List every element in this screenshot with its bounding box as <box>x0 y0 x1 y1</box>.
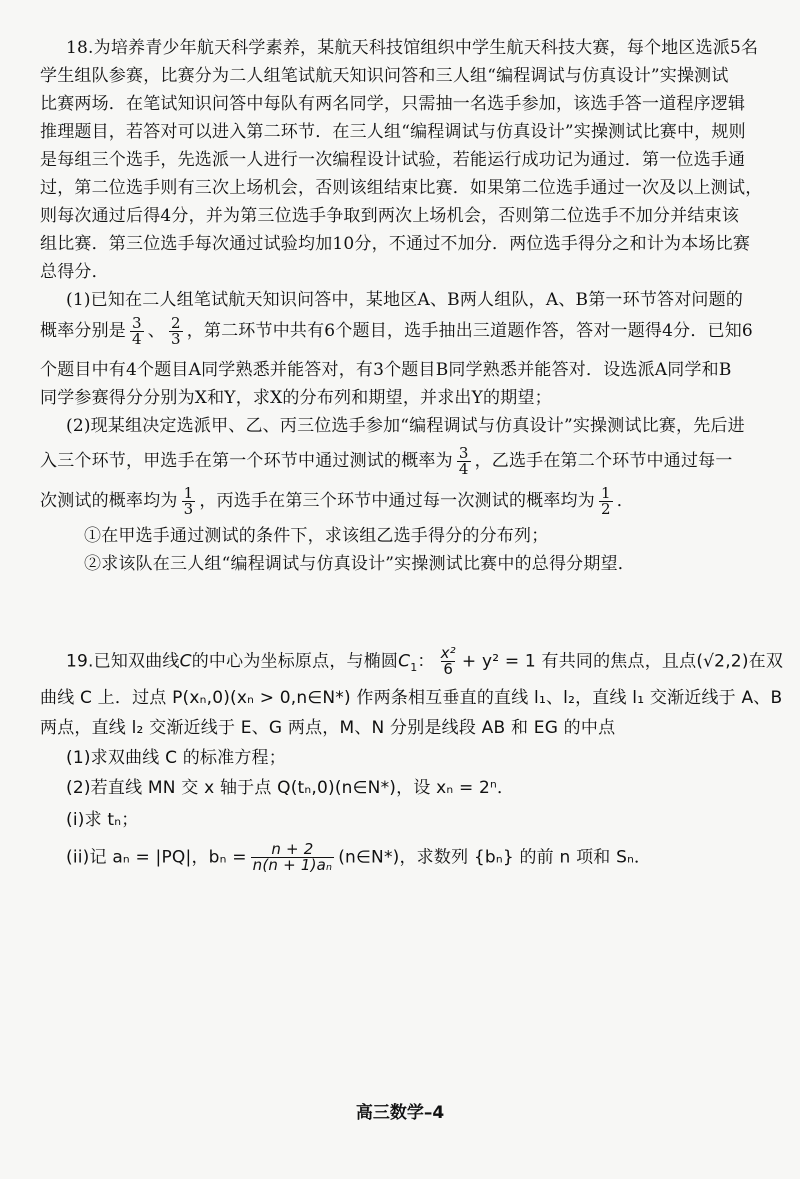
denominator: 4 <box>132 330 142 348</box>
q18-line: 是每组三个选手，先选派一人进行一次编程设计试验，若能运行成功记为通过．第一位选手通 <box>40 150 746 170</box>
denominator: 3 <box>183 500 194 518</box>
q18-line: 过，第二位选手则有三次上场机会，否则该组结束比赛．如果第二位选手通过一次及以上测试， <box>40 178 763 198</box>
numerator: 2 <box>170 314 181 332</box>
q19-part1: (1)求双曲线 C 的标准方程； <box>66 748 286 768</box>
point: (√2,2) <box>696 651 749 672</box>
q18-part2-line: (2)现某组决定选派甲、乙、丙三位选手参加“编程调试与仿真设计”实操测试比赛，先后进 <box>66 416 745 436</box>
text: 、 <box>147 321 165 341</box>
page-footer: 高三数学–4 <box>355 1103 445 1123</box>
denominator: 4 <box>458 460 469 478</box>
text: (ii)记 aₙ = |PQ|，bₙ = <box>66 847 247 868</box>
fraction-bn <box>251 842 335 873</box>
q18-part1-line <box>40 316 770 347</box>
q18-part2-line <box>40 486 770 517</box>
text: ： <box>417 651 435 672</box>
fraction-2-3 <box>169 316 183 347</box>
q18-part2-line <box>40 446 770 477</box>
q18-part1-line: (1)已知在二人组笔试航天知识问答中，某地区A、B两人组队，A、B第一环节答对问题的 <box>66 290 744 310</box>
q19-part2-ii <box>66 842 796 873</box>
text: ，第二环节中共有6个题目，选手抽出三道题作答，答对一题得4分．已知6 <box>186 321 753 341</box>
text: ． <box>616 491 634 511</box>
fraction-3-4 <box>130 316 144 347</box>
text: ，乙选手在第二个环节中通过每一 <box>474 451 733 471</box>
text: 次测试的概率均为 <box>40 491 178 511</box>
denominator: 3 <box>170 330 181 348</box>
text: + y² = 1 有共同的焦点，且点 <box>461 651 697 672</box>
fraction-1-3 <box>182 486 196 517</box>
q19-part2: (2)若直线 MN 交 x 轴于点 Q(tₙ,0)(n∈N*)，设 xₙ = 2ⁿ． <box>66 778 515 798</box>
q18-part1-line: 同学参赛得分分别为X和Y，求X的分布列和期望，并求出Y的期望； <box>40 388 552 408</box>
q18-line: 组比赛．第三位选手每次通过试验均加10分，不通过不加分．两位选手得分之和计为本场比赛 <box>40 234 751 254</box>
numerator: x² <box>440 644 456 662</box>
q19-line <box>66 646 796 680</box>
fraction-x2-6 <box>439 646 458 677</box>
denominator: n(n + 1)aₙ <box>252 856 333 874</box>
q19-line: 两点，直线 l₂ 交渐近线于 E、G 两点，M、N 分别是线段 AB 和 EG 的中点 <box>40 718 616 738</box>
text: 入三个环节，甲选手在第一个环节中通过测试的概率为 <box>40 451 453 471</box>
q18-line: 则每次通过后得4分，并为第三位选手争取到两次上场机会，否则第二位选手不加分并结束该 <box>40 206 740 226</box>
denominator: 6 <box>443 660 454 678</box>
fraction-3-4 <box>457 446 471 477</box>
numerator: 1 <box>183 484 194 502</box>
numerator: 3 <box>458 444 469 462</box>
numerator: 1 <box>600 484 611 502</box>
subscript: 1 <box>410 660 418 674</box>
var-C1: C <box>398 651 411 672</box>
q18-line: 学生组队参赛，比赛分为二人组笔试航天知识问答和三人组“编程调试与仿真设计”实操测试 <box>40 66 729 86</box>
text: (n∈N*)，求数列 {bₙ} 的前 n 项和 Sₙ． <box>338 847 652 868</box>
q19-part2-i: (i)求 tₙ； <box>66 810 139 830</box>
fraction-1-2 <box>599 486 613 517</box>
numerator: n + 2 <box>271 840 314 858</box>
text: 的中心为坐标原点，与椭圆 <box>191 651 399 672</box>
q18-line: 比赛两场．在笔试知识问答中每队有两名同学，只需抽一名选手参加，该选手答一道程序逻辑 <box>40 94 746 114</box>
numerator: 3 <box>132 314 142 332</box>
q18-subquestion-1: ①在甲选手通过测试的条件下，求该组乙选手得分的分布列； <box>84 526 549 546</box>
text: 概率分别是 <box>40 321 126 341</box>
text: 19.已知双曲线 <box>66 651 180 672</box>
denominator: 2 <box>600 500 611 518</box>
q18-line: 18.为培养青少年航天科学素养，某航天科技馆组织中学生航天科技大赛，每个地区选派5名 <box>66 38 759 58</box>
q18-line: 推理题目，若答对可以进入第二环节．在三人组“编程调试与仿真设计”实操测试比赛中，规则 <box>40 122 746 142</box>
q18-part1-line: 个题目中有4个题目A同学熟悉并能答对，有3个题目B同学熟悉并能答对．设选派A同学和B <box>40 360 732 380</box>
text: ，丙选手在第三个环节中通过每一次测试的概率均为 <box>199 491 595 511</box>
q18-line: 总得分． <box>40 262 109 282</box>
var-C: C <box>179 651 192 672</box>
text: 在双 <box>748 651 784 672</box>
q18-subquestion-2: ②求该队在三人组“编程调试与仿真设计”实操测试比赛中的总得分期望． <box>84 554 635 574</box>
q19-line: 曲线 C 上．过点 P(xₙ,0)(xₙ > 0,n∈N*) 作两条相互垂直的直线 l₁、l₂，直线 l₁ 交渐近线于 A、B <box>40 688 783 708</box>
